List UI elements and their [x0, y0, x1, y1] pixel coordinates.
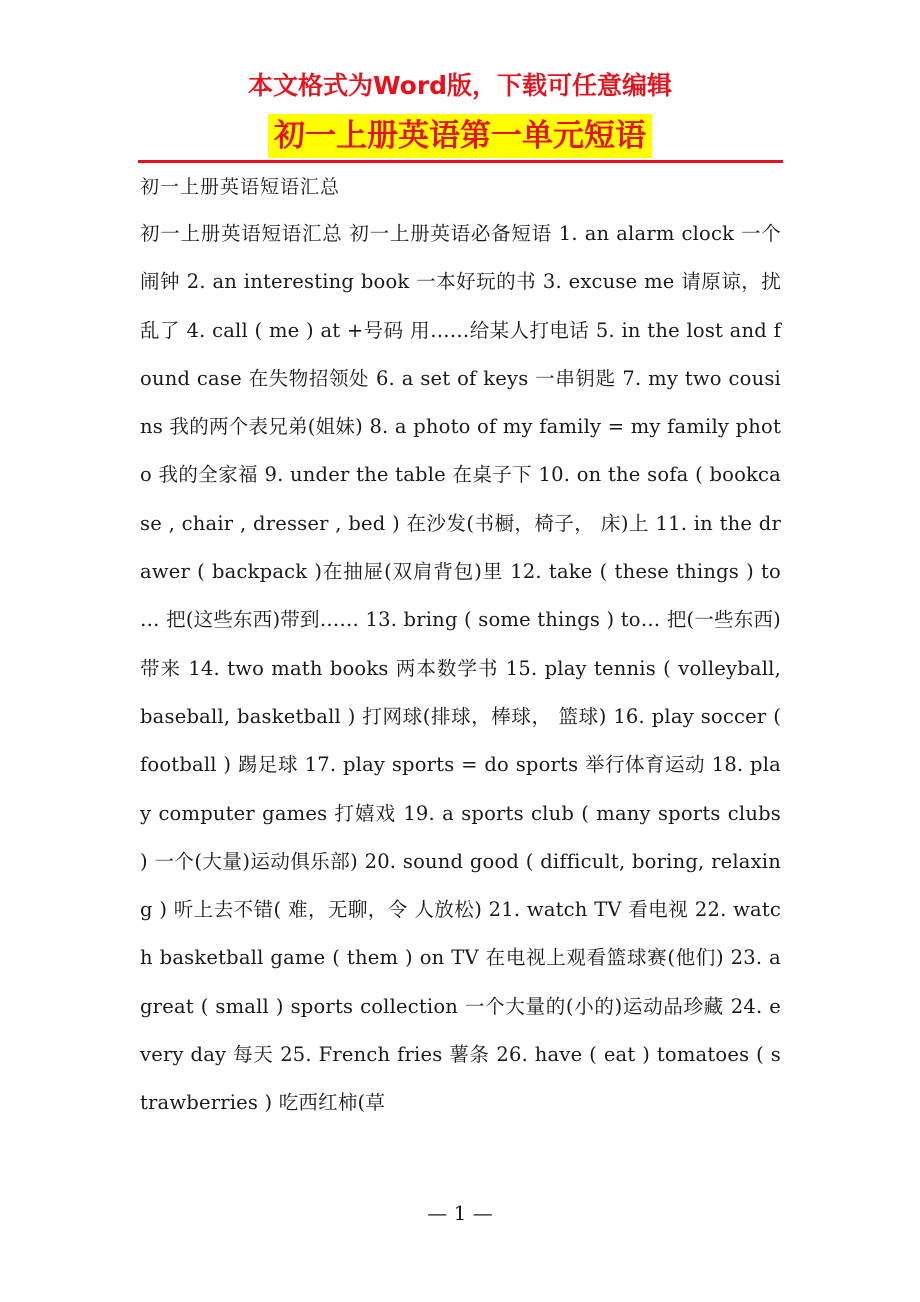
- download-notice: 本文格式为Word版，下载可任意编辑: [247, 71, 673, 100]
- title-container: [0, 114, 920, 158]
- document-title: 初一上册英语第一单元短语: [268, 114, 652, 158]
- page-number: — 1 —: [427, 1201, 493, 1225]
- section-heading: 初一上册英语短语汇总: [140, 176, 341, 198]
- body-paragraph: 初一上册英语短语汇总 初一上册英语必备短语 1. an alarm clock 一个闹钟 2. an interesting book 一本好玩的书 3. excuse me 请原谅，扰乱了 4. call ( me ) at +号码 用……给某人打电话 5. in the lost and found case 在失物招领处 6. a set of keys 一串钥匙 7. my two cousins 我的两个表兄弟(姐妹) 8. a photo of my family = my family photo 我的全家福 9. under the table 在桌子下 10. on the sofa ( bookcase , chair , dresser , bed ) 在沙发(书橱，椅子， 床)上 11. in the drawer ( backpack )在抽屉(双肩背包)里 12. take ( these things ) to … 把(这些东西)带到…… 13. bring ( some things ) to… 把(一些东西)带来 14. two math books 两本数学书 15. play tennis ( volleyball, baseball, basketball ) 打网球(排球，棒球， 篮球) 16. play soccer ( football ) 踢足球 17. play sports = do sports 举行体育运动 18. play computer games 打嬉戏 19. a sports club ( many sports clubs ) 一个(大量)运动俱乐部) 20. sound good ( difficult, boring, relaxing ) 听上去不错( 难，无聊，令 人放松) 21. watch TV 看电视 22. watch basketball game ( them ) on TV 在电视上观看篮球赛(他们) 23. a great ( small ) sports collection 一个大量的(小的)运动品珍藏 24. every day 每天 25. French fries 薯条 26. have ( eat ) tomatoes ( strawberries ) 吃西红柿(草: [140, 222, 781, 1115]
- title-divider: [138, 160, 783, 163]
